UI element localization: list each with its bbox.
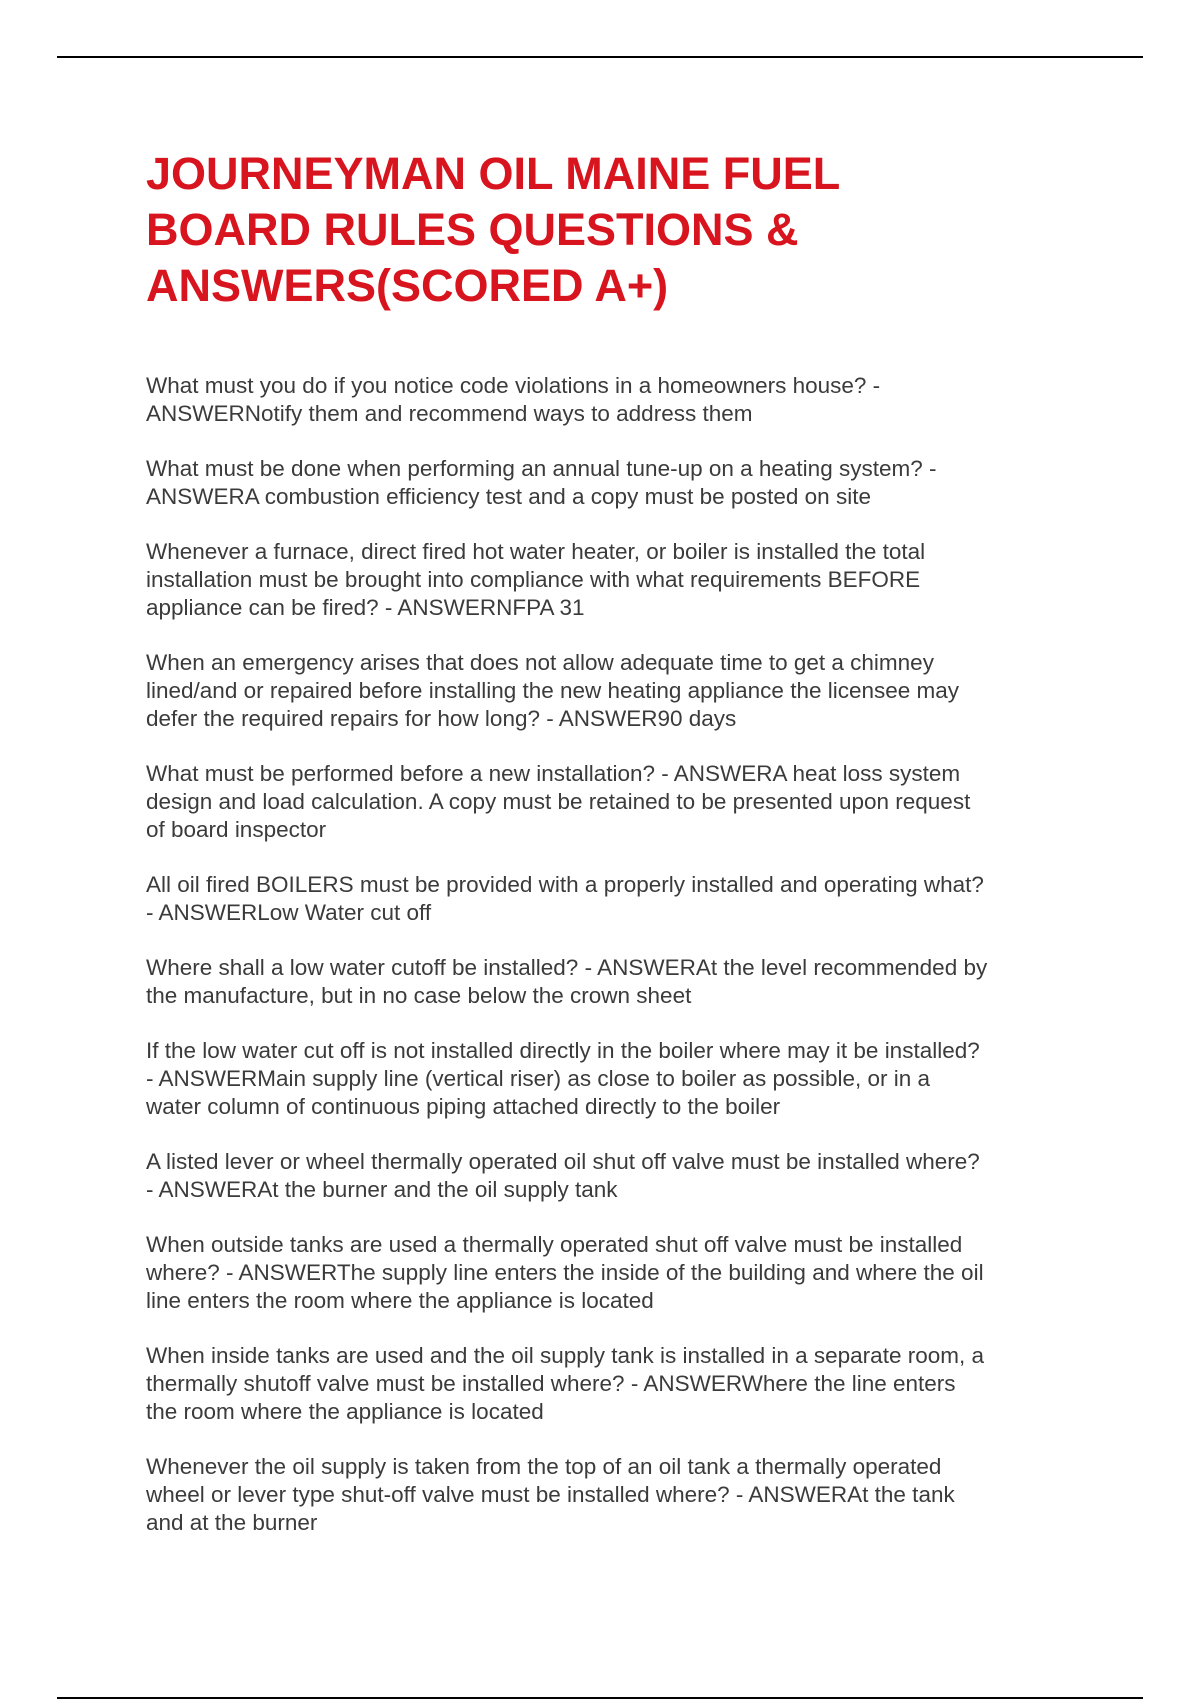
qa-list: [146, 372, 1066, 1537]
qa-item-5: What must be performed before a new installation? - ANSWERA heat loss system design and load calculation. A copy must be retained to be presented upon request of board inspector: [146, 761, 971, 842]
qa-item-6: All oil fired BOILERS must be provided with a properly installed and operating what? - ANSWERLow Water cut off: [146, 872, 984, 925]
footer-rule: [57, 1697, 1143, 1699]
header-rule: [57, 56, 1143, 58]
qa-item-12: Whenever the oil supply is taken from the top of an oil tank a thermally operated wheel or lever type shut-off valve must be installed where? - ANSWERAt the tank and at the burner: [146, 1454, 955, 1535]
qa-item-3: Whenever a furnace, direct fired hot water heater, or boiler is installed the total installation must be brought into compliance with what requirements BEFORE appliance can be fired? - ANSWERNFPA 31: [146, 539, 926, 620]
qa-item-10: When outside tanks are used a thermally operated shut off valve must be installed where? - ANSWERThe supply line enters the inside of the building and where the oil line enters the room where the appliance is located: [146, 1232, 984, 1313]
qa-item-8: If the low water cut off is not installed directly in the boiler where may it be installed? - ANSWERMain supply line (vertical riser) as close to boiler as possible, or in a water column of continuous piping attached directly to the boiler: [146, 1038, 980, 1119]
document-body: [146, 146, 1066, 1564]
qa-item-4: When an emergency arises that does not allow adequate time to get a chimney lined/and or repaired before installing the new heating appliance the licensee may defer the required repairs for how long? - ANSWER90 days: [146, 650, 960, 731]
qa-item-11: When inside tanks are used and the oil supply tank is installed in a separate room, a thermally shutoff valve must be installed where? - ANSWERWhere the line enters the room where the appliance is located: [146, 1343, 984, 1424]
document-title: JOURNEYMAN OIL MAINE FUEL BOARD RULES QUESTIONS & ANSWERS(SCORED A+): [146, 148, 841, 311]
qa-item-9: A listed lever or wheel thermally operated oil shut off valve must be installed where? - ANSWERAt the burner and the oil supply tank: [146, 1149, 980, 1202]
qa-item-1: What must you do if you notice code violations in a homeowners house? - ANSWERNotify them and recommend ways to address them: [146, 373, 881, 426]
qa-item-2: What must be done when performing an annual tune-up on a heating system? - ANSWERA combustion efficiency test and a copy must be posted on site: [146, 456, 937, 509]
qa-item-7: Where shall a low water cutoff be installed? - ANSWERAt the level recommended by the manufacture, but in no case below the crown sheet: [146, 955, 988, 1008]
